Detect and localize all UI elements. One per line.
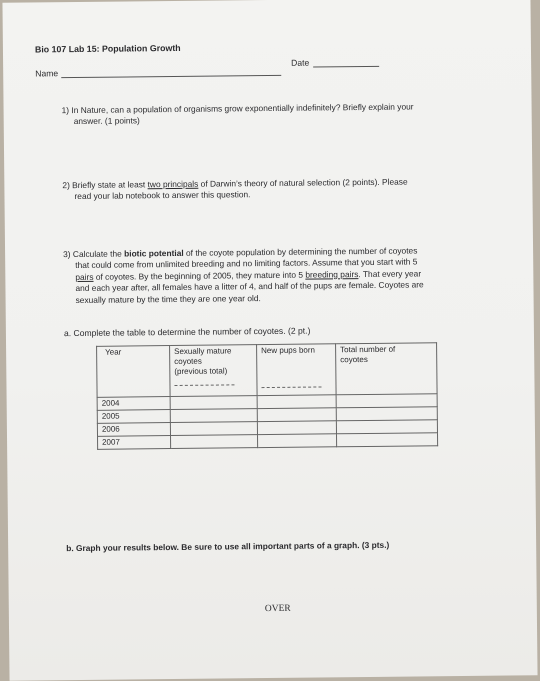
answer-cell[interactable] [336,394,437,408]
year-cell: 2005 [97,410,170,424]
header-year: Year [97,346,171,398]
answer-cell[interactable] [170,396,257,410]
question-3 [63,245,424,306]
answer-cell[interactable] [258,434,337,448]
answer-cell[interactable] [171,435,258,449]
question-3-line-2: that could come from unlimited breeding and no limiting factors. Assume that you start with 5 [75,256,418,271]
over-label: OVER [264,603,291,615]
header-sexually-mature: Sexually mature coyotes (previous total) [170,345,258,397]
worksheet-page [2,0,537,681]
part-a-label: a. Complete the table to determine the number of coyotes. (2 pt.) [63,325,311,339]
question-1-line-1: 1) In Nature, can a population of organisms grow exponentially indefinitely? Briefly explain your [61,101,414,116]
answer-cell[interactable] [170,409,257,423]
year-cell: 2007 [98,436,171,450]
question-2-line-1: 2) Briefly state at least two principals of Darwin’s theory of natural selection (2 points). Please [62,176,408,191]
header-new-pups: New pups born [257,344,337,396]
name-label: Name [35,68,59,79]
table-row [98,433,438,450]
table-header-row [97,343,438,398]
dashed-line [262,386,322,388]
coyote-table [96,342,438,450]
question-3-line-5: sexually mature by the time they are one year old. [75,292,261,305]
question-2-line-2: read your lab notebook to answer this question. [74,189,251,202]
year-cell: 2006 [97,423,170,437]
answer-cell[interactable] [257,421,336,435]
answer-cell[interactable] [336,433,437,447]
question-3-line-1: 3) Calculate the biotic potential of the coyote population by determining the number of coyotes [63,245,418,260]
answer-cell[interactable] [257,408,336,422]
worksheet-title: Bio 107 Lab 15: Population Growth [34,42,181,55]
answer-cell[interactable] [336,420,437,434]
answer-cell[interactable] [170,422,257,436]
question-1-line-2: answer. (1 points) [73,115,140,127]
question-1 [62,101,414,127]
answer-cell[interactable] [336,407,437,421]
question-2 [62,177,407,203]
name-line[interactable] [61,75,281,78]
answer-cell[interactable] [257,395,336,409]
year-cell: 2004 [97,397,170,411]
header-total: Total number of coyotes [336,343,438,395]
part-b-label: b. Graph your results below. Be sure to use all important parts of a graph. (3 pts.) [66,539,390,554]
date-line[interactable] [313,66,379,68]
date-label: Date [291,57,310,68]
question-3-line-3: pairs of coyotes. By the beginning of 2005, they mature into 5 breeding pairs. That every year [75,268,422,282]
dashed-line [174,384,234,386]
question-3-line-4: and each year after, all females have a litter of 4, and half of the pups are female. Coyotes are [75,279,424,294]
